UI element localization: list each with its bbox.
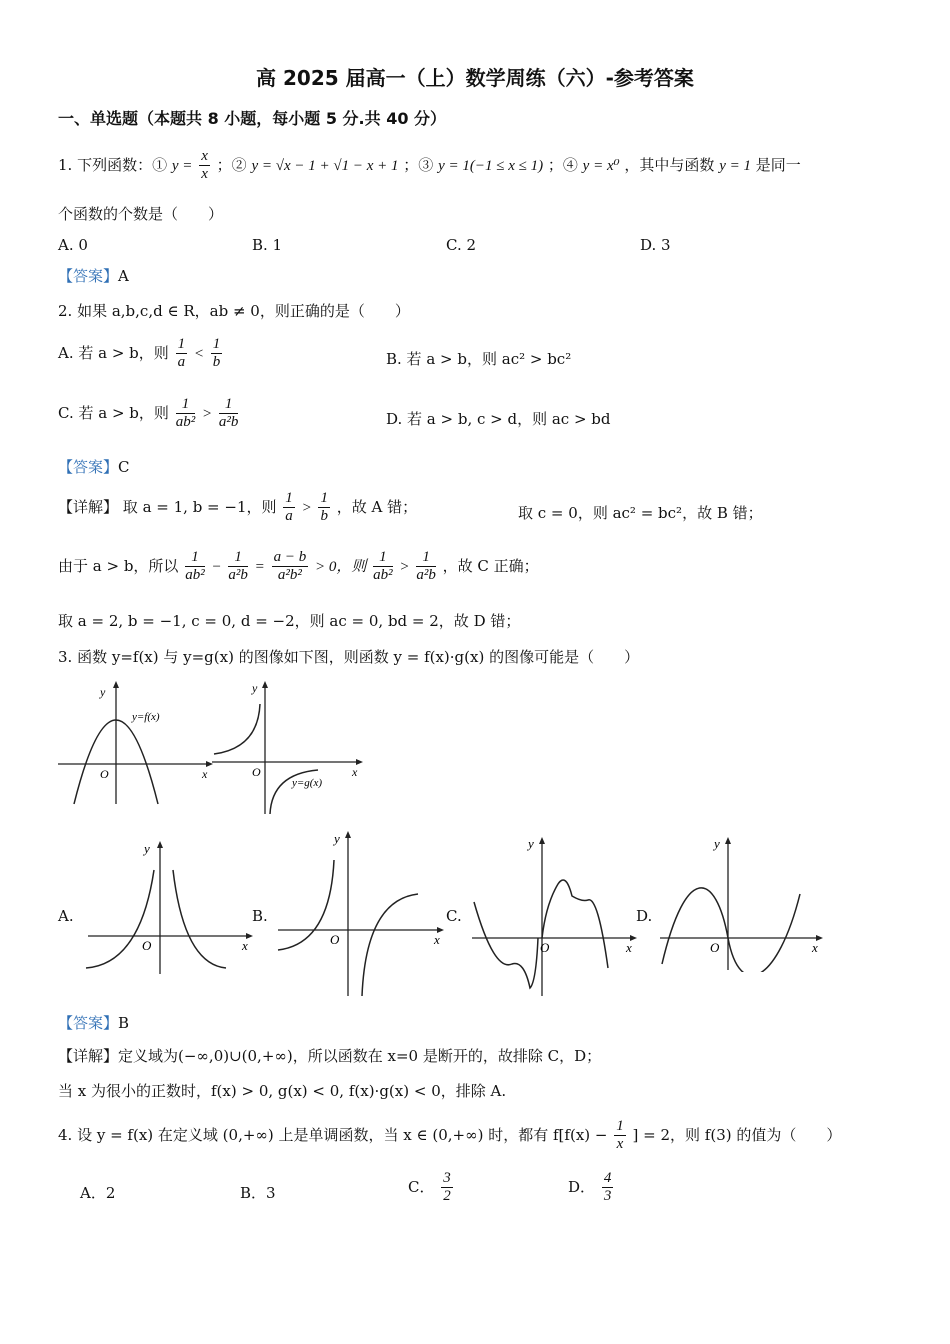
question-1-stem-line2: 个函数的个数是（ ） [58, 205, 224, 223]
axis-y-label: y [252, 681, 258, 695]
page-title: 高 2025 届高一（上）数学周练（六）-参考答案 [256, 66, 694, 90]
q4-option-b: B．3 [240, 1184, 276, 1202]
question-4-stem: 4. 设 y = f(x) 在定义域 (0,+∞) 上是单调函数，当 x ∈ (0,+∞) 时，都有 f[f(x) − $\frac{1}{x}$ ] = 2，则 f(3) 的值为（ ） [58, 1118, 842, 1153]
q2-detail-line1-right: 取 c = 0，则 ac² = bc²，故 B 错； [518, 504, 763, 522]
graph-f-label: y=f(x) [132, 711, 160, 723]
q4-option-d: D． $\frac{4}{3}$ [568, 1170, 612, 1205]
q1-answer: 【答案】A [58, 267, 129, 285]
axis-x-label: x [626, 940, 632, 955]
origin-label: O [100, 767, 109, 781]
axis-y-label: y [714, 836, 720, 851]
q2-answer: 【答案】C [58, 458, 130, 476]
origin-label: O [540, 940, 550, 955]
graph-f [56, 676, 216, 806]
q2-detail-line3: 取 a = 2, b = −1, c = 0, d = −2，则 ac = 0, bd = 2，故 D 错； [58, 612, 521, 630]
question-1-stem: 1. 下列函数：① y = $\frac{x}{x}$ ；② y = √x − 1 + √1 − x + 1 ；③ y = 1(−1 ≤ x ≤ 1) ；④ y = x⁰ ，其中与函数 y = 1 是同一 [58, 148, 801, 183]
q1-option-d: D. 3 [640, 236, 671, 254]
q1-option-c: C. 2 [446, 236, 477, 254]
q2-option-b: B. 若 a > b，则 ac² > bc² [386, 350, 572, 368]
origin-label: O [330, 932, 340, 947]
q3-answer: 【答案】B [58, 1014, 130, 1032]
axis-y-label: y [144, 841, 150, 856]
section-heading: 一、单选题（本题共 8 小题，每小题 5 分.共 40 分） [58, 109, 447, 128]
origin-label: O [252, 765, 261, 779]
q3-detail-line1: 【详解】定义域为(−∞,0)∪(0,+∞)，所以函数在 x=0 是断开的，故排除 C，D； [58, 1047, 602, 1065]
graph-g-label: y=g(x) [292, 777, 323, 789]
axis-x-label: x [242, 938, 248, 953]
axis-x-label: x [352, 765, 358, 779]
q2-option-a: A. 若 a > b，则 $\frac{1}{a}$ < $\frac{1}{b}$ [58, 336, 221, 371]
axis-x-label: x [434, 932, 440, 947]
axis-x-label: x [202, 767, 208, 781]
q3-option-b-graph [274, 826, 449, 998]
q3-option-d-graph [656, 832, 831, 972]
q2-option-d: D. 若 a > b, c > d，则 ac > bd [386, 410, 611, 428]
q2-detail-line2: 由于 a > b，所以 $\frac{1}{\text{ab²}}$ − $\frac{1}{\text{a²b}}$ = $\frac{a - b}{\text{a²b²}}$ > 0，则 $\frac{1}{\text{ab²}}$ > $\frac{1}{\text{a²b}}$ ，故 C 正确； [58, 549, 539, 584]
q1-option-b: B. 1 [252, 236, 283, 254]
q3-option-c-graph [468, 832, 643, 998]
q3-option-b-label: B. [252, 907, 268, 925]
q4-option-a: A．2 [80, 1184, 116, 1202]
q4-option-c: C． $\frac{3}{2}$ [408, 1170, 451, 1205]
graph-g [210, 676, 370, 816]
axis-x-label: x [812, 940, 818, 955]
q2-option-c: C. 若 a > b，则 $\frac{1}{\text{ab²}}$ > $\frac{1}{\text{a²b}}$ [58, 396, 239, 431]
origin-label: O [142, 938, 152, 953]
question-2-stem: 2. 如果 a,b,c,d ∈ R，ab ≠ 0，则正确的是（ ） [58, 302, 410, 320]
axis-y-label: y [100, 685, 106, 699]
question-3-stem: 3. 函数 y=f(x) 与 y=g(x) 的图像如下图，则函数 y = f(x)·g(x) 的图像可能是（ ） [58, 648, 640, 666]
q2-detail-line1: 【详解】 取 a = 1, b = −1，则 $\frac{1}{a}$ > $\frac{1}{b}$ ，故 A 错； [58, 490, 418, 525]
axis-y-label: y [334, 831, 340, 846]
q3-option-a-label: A. [58, 907, 74, 925]
q3-option-c-label: C. [446, 907, 462, 925]
q3-option-a-graph [80, 836, 255, 976]
q3-detail-line2: 当 x 为很小的正数时，f(x) > 0, g(x) < 0, f(x)·g(x) < 0，排除 A. [58, 1082, 507, 1100]
origin-label: O [710, 940, 720, 955]
q3-option-d-label: D. [636, 907, 653, 925]
q1-option-a: A. 0 [58, 236, 88, 254]
axis-y-label: y [528, 836, 534, 851]
